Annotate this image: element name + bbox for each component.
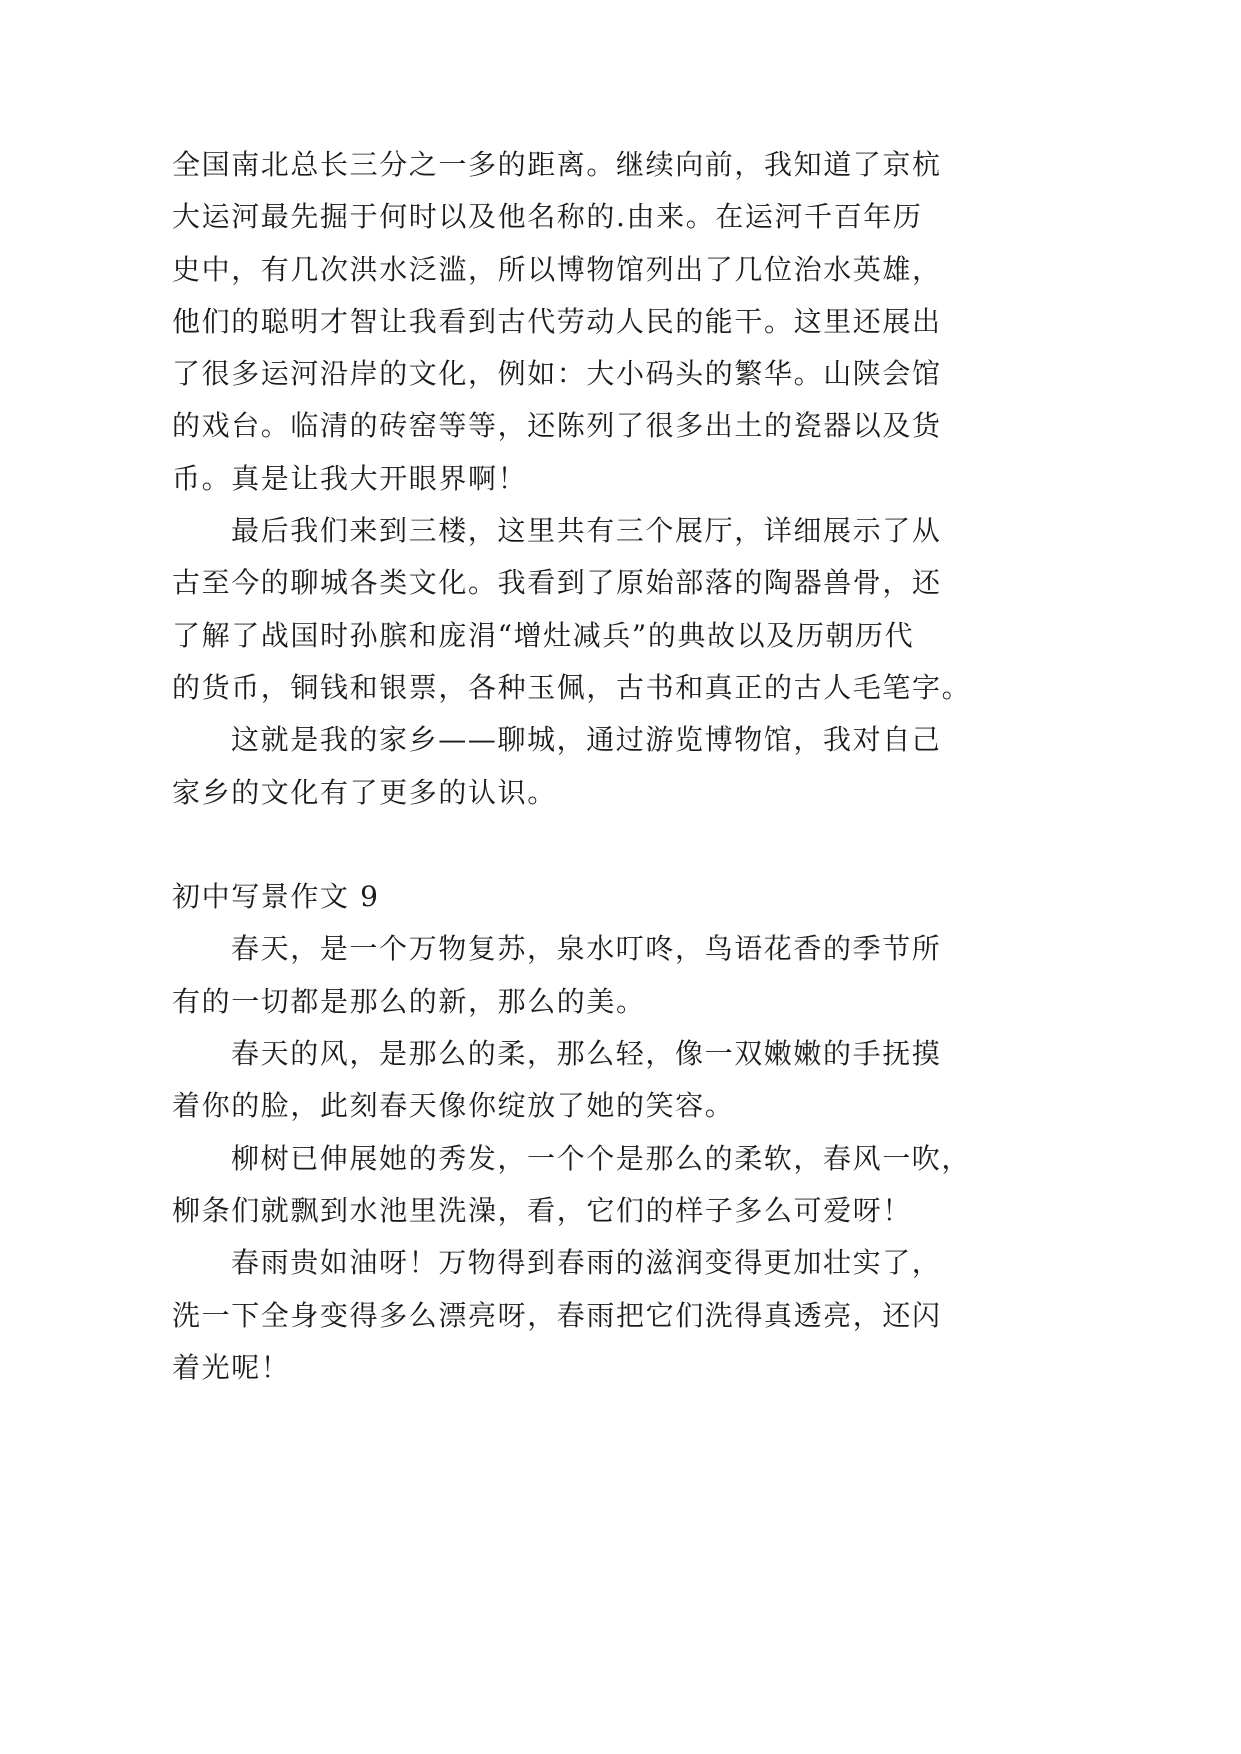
text-line: 柳树已伸展她的秀发，一个个是那么的柔软，春风一吹， bbox=[231, 1141, 972, 1175]
paragraph bbox=[172, 1237, 972, 1394]
paragraph bbox=[172, 505, 972, 714]
text-line: 着你的脸，此刻春天像你绽放了她的笑容。 bbox=[172, 1089, 735, 1123]
text-line: 大运河最先掘于何时以及他名称的.由来。在运河千百年历 bbox=[172, 200, 923, 234]
text-line: 的戏台。临清的砖窑等等，还陈列了很多出土的瓷器以及货 bbox=[172, 409, 942, 443]
paragraph bbox=[172, 923, 972, 1028]
text-line: 了解了战国时孙膑和庞涓“增灶减兵”的典故以及历朝历代 bbox=[172, 618, 915, 652]
section-heading: 初中写景作文 9 bbox=[172, 880, 380, 914]
paragraph bbox=[172, 714, 972, 819]
text-line: 他们的聪明才智让我看到古代劳动人民的能干。这里还展出 bbox=[172, 304, 942, 338]
text-line: 春雨贵如油呀！万物得到春雨的滋润变得更加壮实了， bbox=[231, 1246, 942, 1280]
text-line: 有的一切都是那么的新，那么的美。 bbox=[172, 984, 646, 1018]
document-body bbox=[172, 139, 972, 1394]
text-line: 的货币，铜钱和银票，各种玉佩，古书和真正的古人毛笔字。 bbox=[172, 670, 972, 704]
blank-line bbox=[172, 819, 972, 871]
text-line: 春天的风，是那么的柔，那么轻，像一双嫩嫩的手抚摸 bbox=[231, 1037, 942, 1071]
text-line: 家乡的文化有了更多的认识。 bbox=[172, 775, 557, 809]
text-line: 古至今的聊城各类文化。我看到了原始部落的陶器兽骨，还 bbox=[172, 566, 942, 600]
text-line: 最后我们来到三楼，这里共有三个展厅，详细展示了从 bbox=[231, 514, 942, 548]
text-line: 这就是我的家乡——聊城，通过游览博物馆，我对自己 bbox=[231, 723, 942, 757]
paragraph bbox=[172, 1028, 972, 1133]
paragraph bbox=[172, 1133, 972, 1238]
text-line: 着光呢！ bbox=[172, 1350, 291, 1384]
text-line: 春天，是一个万物复苏，泉水叮咚，鸟语花香的季节所 bbox=[231, 932, 942, 966]
paragraph bbox=[172, 139, 972, 505]
text-line: 全国南北总长三分之一多的距离。继续向前，我知道了京杭 bbox=[172, 148, 942, 181]
text-line: 柳条们就飘到水池里洗澡，看，它们的样子多么可爱呀！ bbox=[172, 1193, 913, 1227]
text-line: 史中，有几次洪水泛滥，所以博物馆列出了几位治水英雄， bbox=[172, 252, 942, 286]
text-line: 了很多运河沿岸的文化，例如：大小码头的繁华。山陕会馆 bbox=[172, 357, 942, 391]
text-line: 洗一下全身变得多么漂亮呀，春雨把它们洗得真透亮，还闪 bbox=[172, 1298, 942, 1332]
text-line: 币。真是让我大开眼界啊！ bbox=[172, 461, 528, 495]
